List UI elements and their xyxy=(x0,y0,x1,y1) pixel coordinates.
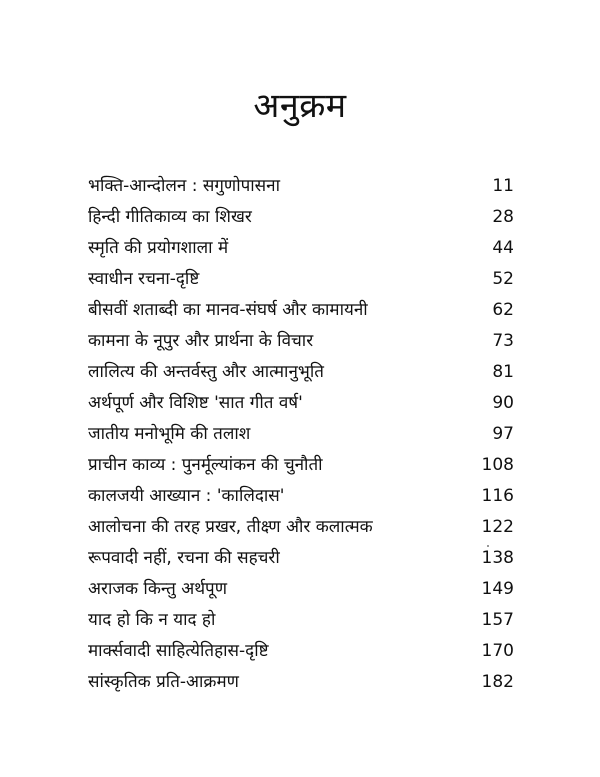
toc-entry xyxy=(88,356,514,387)
toc-entry-page: 149 xyxy=(481,578,514,599)
toc-entry-page: 81 xyxy=(492,361,514,382)
toc-entry xyxy=(88,294,514,325)
toc-entry-page: 90 xyxy=(492,392,514,413)
toc-entry-page: 97 xyxy=(492,423,514,444)
toc-entry xyxy=(88,170,514,201)
toc-entry-title: भक्ति-आन्दोलन : सगुणोपासना xyxy=(88,175,280,196)
toc-entry-title: बीसवीं शताब्दी का मानव-संघर्ष और कामायनी xyxy=(88,299,368,320)
toc-entry xyxy=(88,573,514,604)
toc-entry-page: 138 xyxy=(481,547,514,568)
toc-entry-page: 170 xyxy=(481,640,514,661)
toc-entry xyxy=(88,232,514,263)
toc-entry xyxy=(88,604,514,635)
toc-entry-page: 52 xyxy=(492,268,514,289)
toc-entry-title: मार्क्सवादी साहित्येतिहास-दृष्टि xyxy=(88,640,269,661)
toc-entry-page: 122 xyxy=(481,516,514,537)
toc-entry-title: लालित्य की अन्तर्वस्तु और आत्मानुभूति xyxy=(88,361,324,382)
toc-entry-title: हिन्दी गीतिकाव्य का शिखर xyxy=(88,206,252,227)
toc-entry-title: अर्थपूर्ण और विशिष्ट 'सात गीत वर्ष' xyxy=(88,392,303,413)
toc-entry-page: 182 xyxy=(481,671,514,692)
toc-entry xyxy=(88,666,514,697)
toc-entry-title: सांस्कृतिक प्रति-आक्रमण xyxy=(88,671,239,692)
toc-entry xyxy=(88,542,514,573)
toc-entry xyxy=(88,635,514,666)
toc-entry-title: स्मृति की प्रयोगशाला में xyxy=(88,237,229,258)
toc-entry-page: 108 xyxy=(481,454,514,475)
toc-entry-title: याद हो कि न याद हो xyxy=(88,609,216,630)
toc-entry-title: आलोचना की तरह प्रखर, तीक्ष्ण और कलात्मक xyxy=(88,516,373,537)
toc-entry-page: 62 xyxy=(492,299,514,320)
toc-entry-title: रूपवादी नहीं, रचना की सहचरी xyxy=(88,547,280,568)
toc-entry xyxy=(88,511,514,542)
toc-entry xyxy=(88,449,514,480)
toc-entry xyxy=(88,480,514,511)
toc-entry-page: 73 xyxy=(492,330,514,351)
toc-entry-title: अराजक किन्तु अर्थपूण xyxy=(88,578,228,599)
toc-entry-page: 11 xyxy=(492,175,514,196)
toc-entry-page: 28 xyxy=(492,206,514,227)
toc-entry xyxy=(88,201,514,232)
toc-entry xyxy=(88,325,514,356)
toc-entry xyxy=(88,387,514,418)
toc-entry-page: 116 xyxy=(481,485,514,506)
print-speck xyxy=(487,545,489,547)
table-of-contents xyxy=(88,170,514,697)
toc-entry-title: कामना के नूपुर और प्रार्थना के विचार xyxy=(88,330,314,351)
page-title: अनुक्रम xyxy=(253,85,347,126)
toc-entry-title: प्राचीन काव्य : पुनर्मूल्यांकन की चुनौती xyxy=(88,454,323,475)
toc-entry xyxy=(88,418,514,449)
toc-entry-page: 157 xyxy=(481,609,514,630)
toc-entry-page: 44 xyxy=(492,237,514,258)
toc-entry-title: जातीय मनोभूमि की तलाश xyxy=(88,423,251,444)
toc-entry-title: स्वाधीन रचना-दृष्टि xyxy=(88,268,200,289)
toc-entry xyxy=(88,263,514,294)
toc-entry-title: कालजयी आख्यान : 'कालिदास' xyxy=(88,485,285,506)
